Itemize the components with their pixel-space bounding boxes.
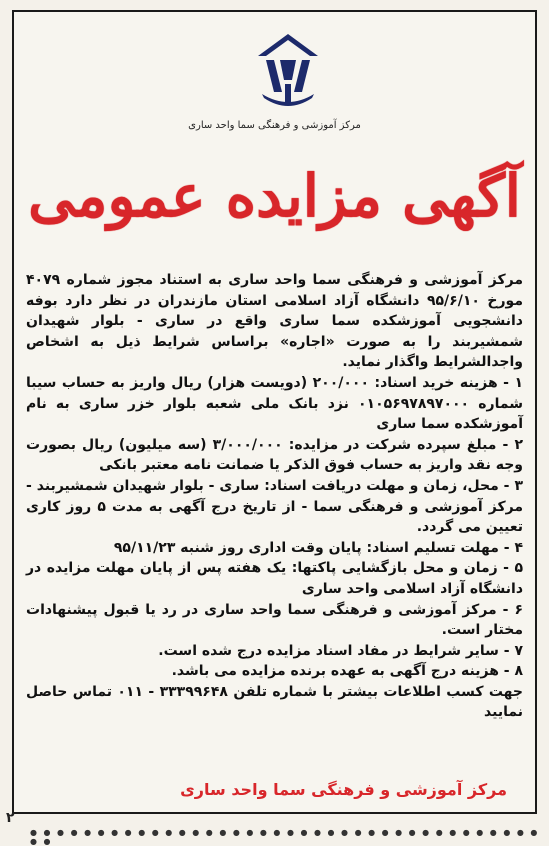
item-heading: ۱ - هزینه خرید اسناد: [374, 374, 524, 391]
item-text: ۸ - هزینه درج آگهی به عهده برنده مزایده می باشد. [171, 663, 523, 680]
list-item [26, 476, 523, 538]
page-title: آگهی مزایده عمومی [28, 162, 521, 230]
item-text: ۶ - مرکز آموزشی و فرهنگی سما واحد ساری در رد یا قبول پیشنهادات مختار است. [26, 601, 523, 639]
item-text: یک هفته پس از پایان مهلت مزایده در دانشگاه آزاد اسلامی واحد ساری [26, 560, 523, 597]
item-text: ۳/۰۰۰/۰۰۰ (سه میلیون) ریال بصورت وجه نقد واریز به حساب فوق الذکر یا ضمانت نامه معتبر بانکی [26, 436, 523, 474]
decorative-dots: ● ● ● ● ● ● ● ● ● ● ● ● ● ● ● ● ● ● ● ● ● ● ● ● ● ● ● ● ● ● ● ● ● ● ● ● ● ● ● ● [30, 828, 540, 846]
advertisement-frame [12, 10, 537, 814]
list-item [26, 600, 523, 641]
list-item [26, 661, 523, 682]
item-heading: ۳ - محل، زمان و مهلت دریافت اسناد: [264, 477, 523, 494]
list-item [26, 641, 523, 662]
signature: مرکز آموزشی و فرهنگی سما واحد ساری [180, 780, 507, 799]
item-text: ساری - بلوار شهیدان شمشیربند - مرکز آموزشی و فرهنگی سما - از تاریخ درج آگهی به مدت ۵ روز کاری تعیین می گردد. [26, 477, 524, 536]
item-text: پایان وقت اداری روز شنبه ۹۵/۱۱/۲۳ [113, 539, 367, 556]
list-item [26, 558, 523, 599]
item-heading: ۵ - زمان و محل بازگشایی پاکتها: [291, 560, 523, 577]
advertisement-body [26, 270, 523, 723]
list-item [26, 435, 523, 476]
logo-caption: مرکز آموزشی و فرهنگی سما واحد ساری [188, 120, 361, 131]
page-number: ۲ [6, 810, 15, 826]
contact-line: جهت کسب اطلاعات بیشتر با شماره تلفن ۳۳۳۹۹۶۴۸ - ۰۱۱ تماس حاصل نمایید [26, 683, 523, 721]
list-item [26, 538, 523, 559]
intro-paragraph: مرکز آموزشی و فرهنگی سما واحد ساری به استناد مجوز شماره ۴۰۷۹ مورخ ۹۵/۶/۱۰ دانشگاه آزاد اسلامی استان مازندران در نظر دارد بوفه دانشجویی آموزشکده سما ساری واقع در ساری - بلوار شهیدان شمشیربند را به صورت «اجاره» براساس شرایط ذیل به اشخاص واجدالشرایط واگذار نماید. [26, 272, 524, 371]
list-item [26, 373, 523, 435]
item-heading: ۲ - مبلغ سپرده شرکت در مزایده: [288, 436, 524, 453]
item-text: ۲۰۰/۰۰۰ (دویست هزار) ریال واریز به حساب سیبا شماره ۰۱۰۵۶۹۷۸۹۷۰۰۰ نزد بانک ملی شعبه بلوار خزر ساری به نام آموزشکده سما ساری [26, 374, 524, 433]
item-heading: ۴ - مهلت تسلیم اسناد: [366, 539, 523, 556]
azad-university-logo-icon [252, 30, 324, 108]
item-text: ۷ - سایر شرایط در مفاد اسناد مزایده درج شده است. [158, 642, 523, 659]
